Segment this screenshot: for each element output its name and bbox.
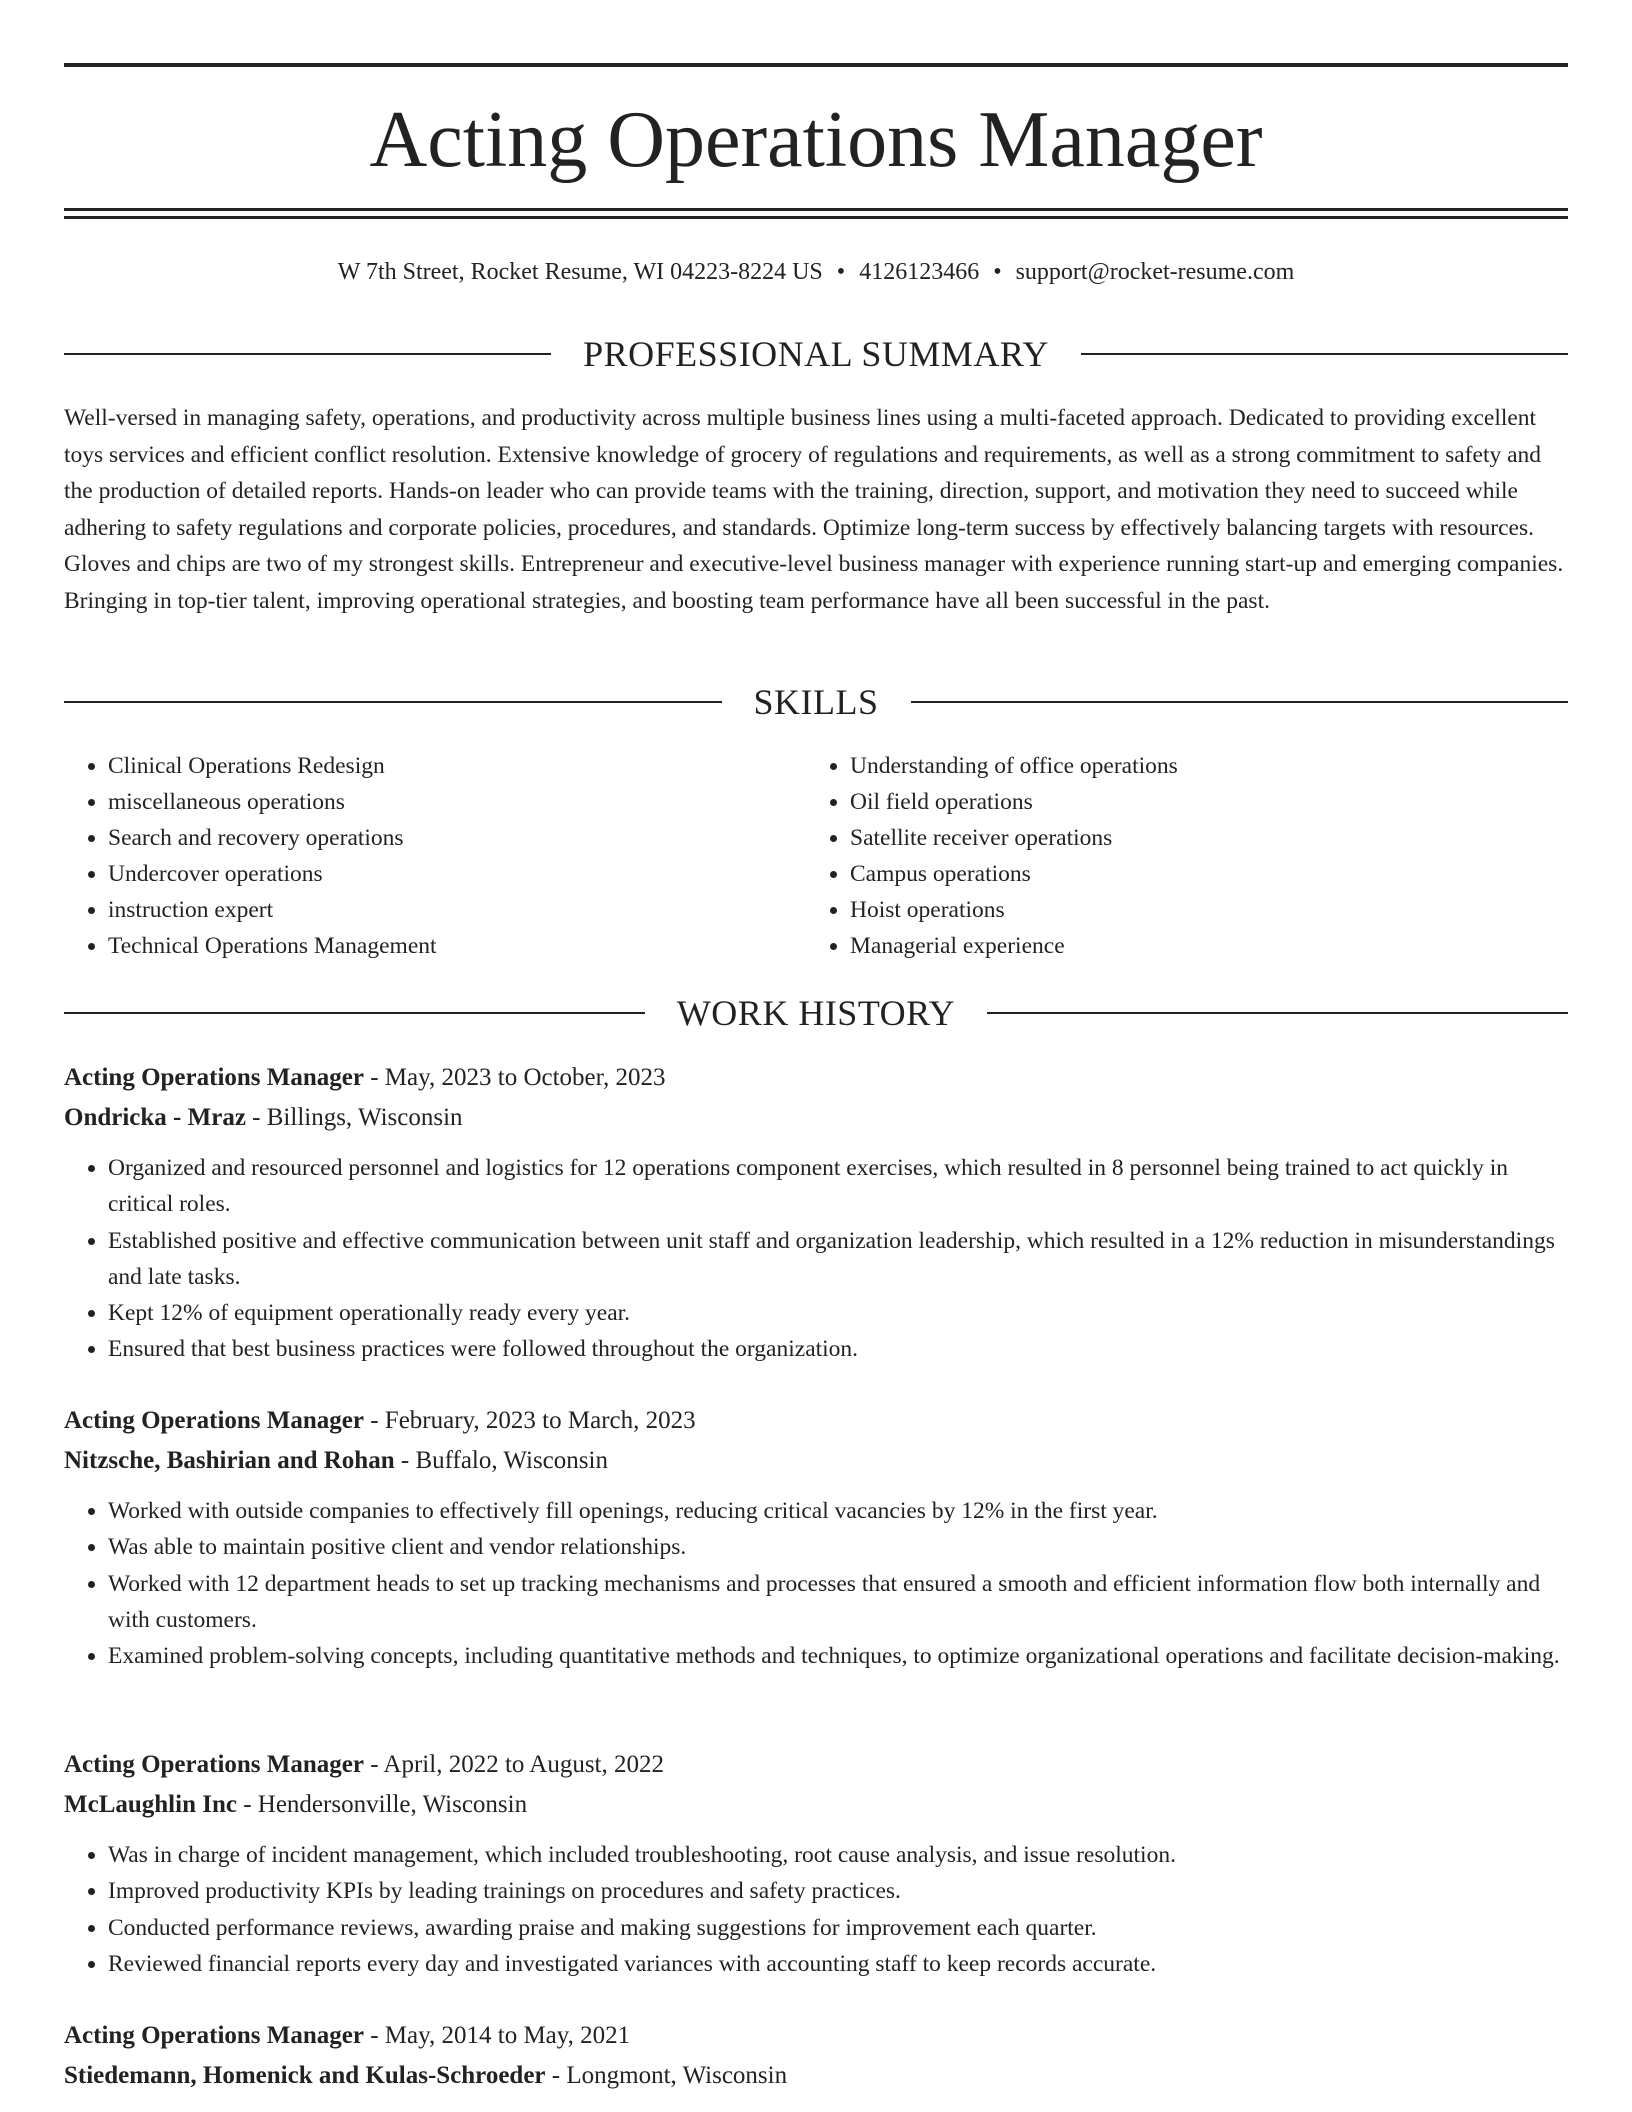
- job-entry: [64, 1401, 1568, 1674]
- job-company-line: Nitzsche, Bashirian and Rohan - Buffalo, Wisconsin: [64, 1447, 608, 1474]
- job-entry: [64, 2016, 1568, 2096]
- job-title: Acting Operations Manager: [64, 2022, 364, 2049]
- job-bullet: • Reviewed financial reports every day and investigated variances with accounting staff to keep records accurate.: [108, 1946, 1568, 1982]
- contact-email: support@rocket-resume.com: [1015, 259, 1295, 285]
- job-title-line: Acting Operations Manager - May, 2014 to May, 2021: [64, 2022, 631, 2049]
- contact-separator: •: [993, 259, 1002, 285]
- job-bullets: [64, 1150, 1568, 1368]
- job-bullet: • Conducted performance reviews, awarding praise and making suggestions for improvement each quarter.: [108, 1910, 1568, 1946]
- skills-heading: [64, 680, 1568, 724]
- job-bullets: [64, 1493, 1568, 1674]
- skill-item: • Undercover operations: [108, 856, 806, 892]
- skill-item: • Search and recovery operations: [108, 820, 806, 856]
- job-company: McLaughlin Inc: [64, 1791, 237, 1818]
- job-dates: April, 2022 to August, 2022: [383, 1751, 664, 1778]
- heading-rule: [911, 701, 1569, 703]
- job-bullet: • Improved productivity KPIs by leading trainings on procedures and safety practices.: [108, 1873, 1568, 1909]
- skill-item: • Technical Operations Management: [108, 928, 806, 964]
- job-company: Stiedemann, Homenick and Kulas-Schroeder: [64, 2062, 546, 2089]
- job-dates: February, 2023 to March, 2023: [384, 1407, 696, 1434]
- job-bullet: • Was in charge of incident management, which included troubleshooting, root cause analysis, and issue resolution.: [108, 1837, 1568, 1873]
- summary-heading: [64, 332, 1568, 376]
- skills-column-left: [64, 748, 806, 964]
- skill-item: • instruction expert: [108, 892, 806, 928]
- job-title-line: Acting Operations Manager - February, 2023 to March, 2023: [64, 1407, 696, 1434]
- job-title: Acting Operations Manager: [64, 1751, 364, 1778]
- job-title: Acting Operations Manager: [64, 1064, 364, 1091]
- job-bullet: • Established positive and effective communication between unit staff and organization leadership, which resulted in a 12% reduction in misunderstandings and late tasks.: [108, 1223, 1568, 1296]
- job-company: Nitzsche, Bashirian and Rohan: [64, 1447, 395, 1474]
- skills-heading-label: SKILLS: [753, 682, 879, 722]
- job-bullet: • Ensured that best business practices were followed throughout the organization.: [108, 1331, 1568, 1367]
- skill-item: • Satellite receiver operations: [850, 820, 1568, 856]
- job-location: Buffalo, Wisconsin: [415, 1447, 608, 1474]
- job-dates: May, 2023 to October, 2023: [384, 1064, 666, 1091]
- summary-heading-label: PROFESSIONAL SUMMARY: [583, 334, 1049, 374]
- job-location: Longmont, Wisconsin: [566, 2062, 788, 2089]
- contact-separator: •: [836, 259, 846, 285]
- job-title: Acting Operations Manager: [64, 1407, 364, 1434]
- job-bullet: • Kept 12% of equipment operationally ready every year.: [108, 1295, 1568, 1331]
- job-bullet: • Was able to maintain positive client and vendor relationships.: [108, 1529, 1568, 1565]
- contact-address: W 7th Street, Rocket Resume, WI 04223-8224 US: [337, 259, 823, 285]
- heading-rule: [64, 353, 551, 355]
- header-top-rule: [64, 63, 1568, 67]
- work-history-heading-label: WORK HISTORY: [676, 993, 956, 1033]
- skills-column-right: [806, 748, 1568, 964]
- job-location: Hendersonville, Wisconsin: [257, 1791, 528, 1818]
- job-bullet: • Worked with outside companies to effectively fill openings, reducing critical vacancies by 12% in the first year.: [108, 1493, 1568, 1529]
- contact-phone: 4126123466: [859, 259, 980, 285]
- job-title-line: Acting Operations Manager - May, 2023 to October, 2023: [64, 1064, 666, 1091]
- job-entry: [64, 1058, 1568, 1368]
- heading-rule: [987, 1012, 1568, 1014]
- job-company-line: Stiedemann, Homenick and Kulas-Schroeder - Longmont, Wisconsin: [64, 2062, 788, 2089]
- work-history-heading: [64, 991, 1568, 1035]
- skill-item: • Clinical Operations Redesign: [108, 748, 806, 784]
- skill-item: • Managerial experience: [850, 928, 1568, 964]
- job-bullet: • Examined problem-solving concepts, including quantitative methods and techniques, to optimize organizational operations and facilitate decision-making.: [108, 1638, 1568, 1674]
- skill-item: • miscellaneous operations: [108, 784, 806, 820]
- heading-rule: [1081, 353, 1568, 355]
- job-company: Ondricka - Mraz: [64, 1104, 246, 1131]
- skills-list: [64, 748, 1568, 964]
- heading-rule: [64, 1012, 645, 1014]
- job-bullet: • Organized and resourced personnel and logistics for 12 operations component exercises, which resulted in 8 personnel being trained to act quickly in critical roles.: [108, 1150, 1568, 1223]
- job-company-line: McLaughlin Inc - Hendersonville, Wisconsin: [64, 1791, 528, 1818]
- job-location: Billings, Wisconsin: [266, 1104, 463, 1131]
- page-title: Acting Operations Manager: [369, 96, 1263, 184]
- summary-text: Well-versed in managing safety, operations, and productivity across multiple business lines using a multi-faceted approach. Dedicated to providing excellent toys services and efficient conflict resolution. Extensive knowledge of grocery of regulations and requirements, as well as a strong commitment to safety and the production of detailed reports. Hands-on leader who can provide teams with the training, direction, support, and motivation they need to succeed while adhering to safety regulations and corporate policies, procedures, and standards. Optimize long-term success by effectively balancing targets with resources. Gloves and chips are two of my strongest skills. Entrepreneur and executive-level business manager with experience running start-up and emerging companies. Bringing in top-tier talent, improving operational strategies, and boosting team performance have all been successful in the past.: [64, 405, 1564, 614]
- job-bullet: • Worked with 12 department heads to set up tracking mechanisms and processes that ensured a smooth and efficient information flow both internally and with customers.: [108, 1566, 1568, 1639]
- skill-item: • Campus operations: [850, 856, 1568, 892]
- skill-item: • Understanding of office operations: [850, 748, 1568, 784]
- contact-line: [64, 256, 1568, 288]
- job-entry: [64, 1745, 1568, 1982]
- job-bullets: [64, 1837, 1568, 1982]
- job-dates: May, 2014 to May, 2021: [384, 2022, 631, 2049]
- job-title-line: Acting Operations Manager - April, 2022 to August, 2022: [64, 1751, 664, 1778]
- skill-item: • Hoist operations: [850, 892, 1568, 928]
- header-bottom-rule-secondary: [64, 216, 1568, 219]
- header-bottom-rule: [64, 208, 1568, 211]
- heading-rule: [64, 701, 722, 703]
- job-company-line: Ondricka - Mraz - Billings, Wisconsin: [64, 1104, 463, 1131]
- skill-item: • Oil field operations: [850, 784, 1568, 820]
